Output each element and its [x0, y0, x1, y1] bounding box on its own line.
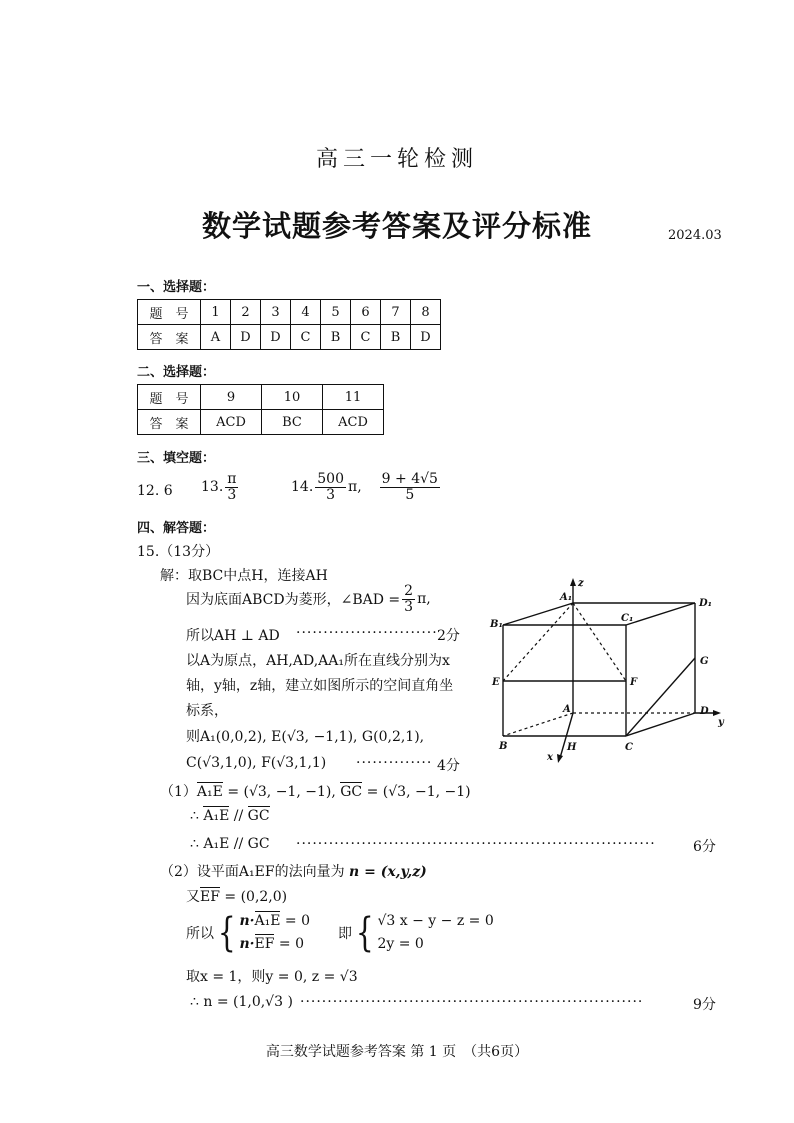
table-cell: D: [411, 325, 441, 350]
dashed-A1F: [573, 603, 626, 681]
section-heading-1: 一、选择题：: [137, 280, 216, 295]
table-cell: B: [381, 325, 411, 350]
solution-line: 则A₁(0,0,2), E(√3, −1,1), G(0,2,1),: [186, 729, 425, 745]
row-label: 答 案: [138, 410, 201, 435]
table-row: [138, 385, 384, 410]
subtitle-heading: 高三一轮检测: [315, 147, 478, 172]
equation: [239, 933, 310, 956]
table-cell: 9: [201, 385, 262, 410]
left-brace: {: [217, 910, 236, 956]
section-heading-2: 二、选择题：: [137, 365, 216, 380]
label-A1: A₁: [560, 592, 573, 603]
dashed-AB: [503, 713, 573, 736]
label-y: y: [718, 717, 724, 728]
row-label: 题 号: [138, 385, 201, 410]
z-arrow: [570, 578, 576, 586]
numerator: π: [227, 471, 237, 487]
therefore: ∴: [190, 808, 199, 824]
table-row: [138, 410, 384, 435]
equation: 2y = 0: [377, 936, 424, 952]
text: 所以: [186, 926, 214, 942]
solution-line: ∴ n = (1,0,√3 ): [190, 994, 293, 1010]
table-cell: ACD: [323, 410, 384, 435]
part-2-line: [160, 861, 427, 881]
question-15-label: 15.（13分）: [137, 544, 220, 560]
numerator: 9 + 4√5: [381, 471, 438, 487]
n: n·: [239, 913, 255, 929]
label-A: A: [563, 704, 571, 715]
label-E: E: [492, 677, 500, 688]
leader-dots: ··································································: [296, 836, 656, 852]
answer-12: 12. 6: [137, 483, 173, 499]
label-x: x: [547, 752, 553, 763]
vector: A₁E: [203, 808, 230, 824]
table-cell: BC: [262, 410, 323, 435]
solution-line: 轴，y轴，z轴，建立如图所示的空间直角坐: [186, 678, 454, 694]
score: 4分: [437, 758, 460, 774]
answer-13: [201, 472, 240, 502]
solution-line: [186, 584, 431, 614]
text: 又: [186, 889, 200, 905]
y-arrow: [713, 710, 721, 716]
text: = (0,2,0): [224, 889, 288, 905]
solution-line: 所以AH ⊥ AD: [186, 628, 280, 644]
answer-14-suffix: π,: [348, 479, 362, 496]
fraction: [402, 584, 415, 614]
table-cell: 5: [321, 300, 351, 325]
label-G: G: [700, 656, 709, 667]
vector: GC: [247, 808, 270, 824]
answer-14: [291, 472, 442, 502]
label-B: B: [499, 741, 508, 752]
table-cell: C: [291, 325, 321, 350]
label-z: z: [578, 578, 584, 589]
table-cell: 11: [323, 385, 384, 410]
cube-figure: [480, 570, 740, 770]
text: π,: [417, 591, 431, 608]
text: = 0: [278, 936, 304, 952]
label-H: H: [567, 742, 577, 753]
text: 因为底面ABCD为菱形，∠BAD =: [186, 592, 401, 609]
vector: A₁E: [196, 784, 223, 800]
vector: GC: [340, 784, 363, 800]
table-cell: 1: [201, 300, 231, 325]
fraction: [315, 472, 346, 502]
equation-system: [186, 910, 494, 956]
leader-dots: ·······························································: [300, 994, 644, 1010]
leader-dots: ··············: [356, 755, 433, 771]
table-row: [138, 300, 441, 325]
n: n·: [239, 936, 255, 952]
denominator: 3: [404, 598, 414, 615]
solution-line: 以A为原点，AH,AD,AA₁所在直线分别为x: [186, 653, 450, 669]
solution-line: 解：取BC中点H，连接AH: [160, 568, 328, 584]
table-cell: 3: [261, 300, 291, 325]
table-cell: B: [321, 325, 351, 350]
equation: [239, 910, 310, 933]
answer-table-1: [137, 299, 441, 350]
part-1-line: [160, 781, 471, 801]
label-C: C: [625, 742, 633, 753]
numerator: 2: [404, 583, 414, 599]
numerator: 500: [317, 471, 344, 487]
leader-dots: ··························: [296, 625, 438, 641]
edge: [503, 603, 573, 625]
vector: A₁E: [254, 913, 281, 929]
section-heading-4: 四、解答题：: [137, 521, 216, 536]
system-lines: [239, 910, 310, 956]
normal-vector: n = (x,y,z): [349, 864, 427, 880]
fraction: [225, 472, 238, 502]
denominator: 3: [326, 486, 336, 503]
solution-line: [186, 886, 287, 906]
system-lines: [377, 910, 493, 956]
table-cell: ACD: [201, 410, 262, 435]
label-D: D: [700, 706, 709, 717]
text: = (√3, −1, −1),: [227, 784, 336, 800]
table-cell: D: [261, 325, 291, 350]
part-label: （1）: [160, 784, 197, 800]
parallel-vectors: [190, 808, 270, 824]
equation: √3 x − y − z = 0: [377, 913, 494, 929]
fraction: [380, 472, 440, 502]
answer-14-label: 14.: [291, 479, 314, 496]
table-cell: 6: [351, 300, 381, 325]
text: = 0: [284, 913, 311, 929]
label-C1: C₁: [621, 613, 634, 624]
row-label: 题 号: [138, 300, 201, 325]
table-cell: 4: [291, 300, 321, 325]
table-cell: 8: [411, 300, 441, 325]
score: 2分: [437, 628, 460, 644]
label-B1: B₁: [490, 619, 503, 630]
row-label: 答 案: [138, 325, 201, 350]
solution-line: ∴ A₁E // GC: [190, 836, 270, 852]
denominator: 3: [227, 486, 237, 503]
solution-line: 标系，: [186, 703, 228, 719]
vector: EF: [254, 936, 275, 952]
table-cell: 10: [262, 385, 323, 410]
text: = (√3, −1, −1): [366, 784, 471, 800]
page-footer: 高三数学试题参考答案 第 1 页 （共6页）: [265, 1044, 529, 1060]
table-cell: 2: [231, 300, 261, 325]
solution-line: C(√3,1,0), F(√3,1,1): [186, 755, 327, 771]
x-arrow: [557, 754, 563, 763]
table-cell: C: [351, 325, 381, 350]
date: 2024.03: [668, 228, 722, 243]
label-F: F: [630, 677, 638, 688]
text: （2）设平面A₁EF的法向量为: [160, 864, 345, 880]
text: 即: [338, 926, 353, 942]
score: 6分: [693, 839, 716, 855]
edge: [626, 603, 695, 625]
table-row: [138, 325, 441, 350]
answer-table-2: [137, 384, 384, 435]
answer-13-label: 13.: [201, 479, 224, 496]
page-title: 数学试题参考答案及评分标准: [201, 209, 592, 243]
score: 9分: [693, 997, 716, 1013]
parallel-symbol: //: [233, 808, 244, 824]
table-cell: A: [201, 325, 231, 350]
denominator: 5: [405, 486, 415, 503]
vector: EF: [200, 889, 220, 905]
table-cell: 7: [381, 300, 411, 325]
left-brace: {: [355, 910, 374, 956]
solution-line: 取x = 1，则y = 0, z = √3: [186, 969, 358, 985]
section-heading-3: 三、填空题：: [137, 451, 216, 466]
label-D1: D₁: [699, 598, 713, 609]
table-cell: D: [231, 325, 261, 350]
